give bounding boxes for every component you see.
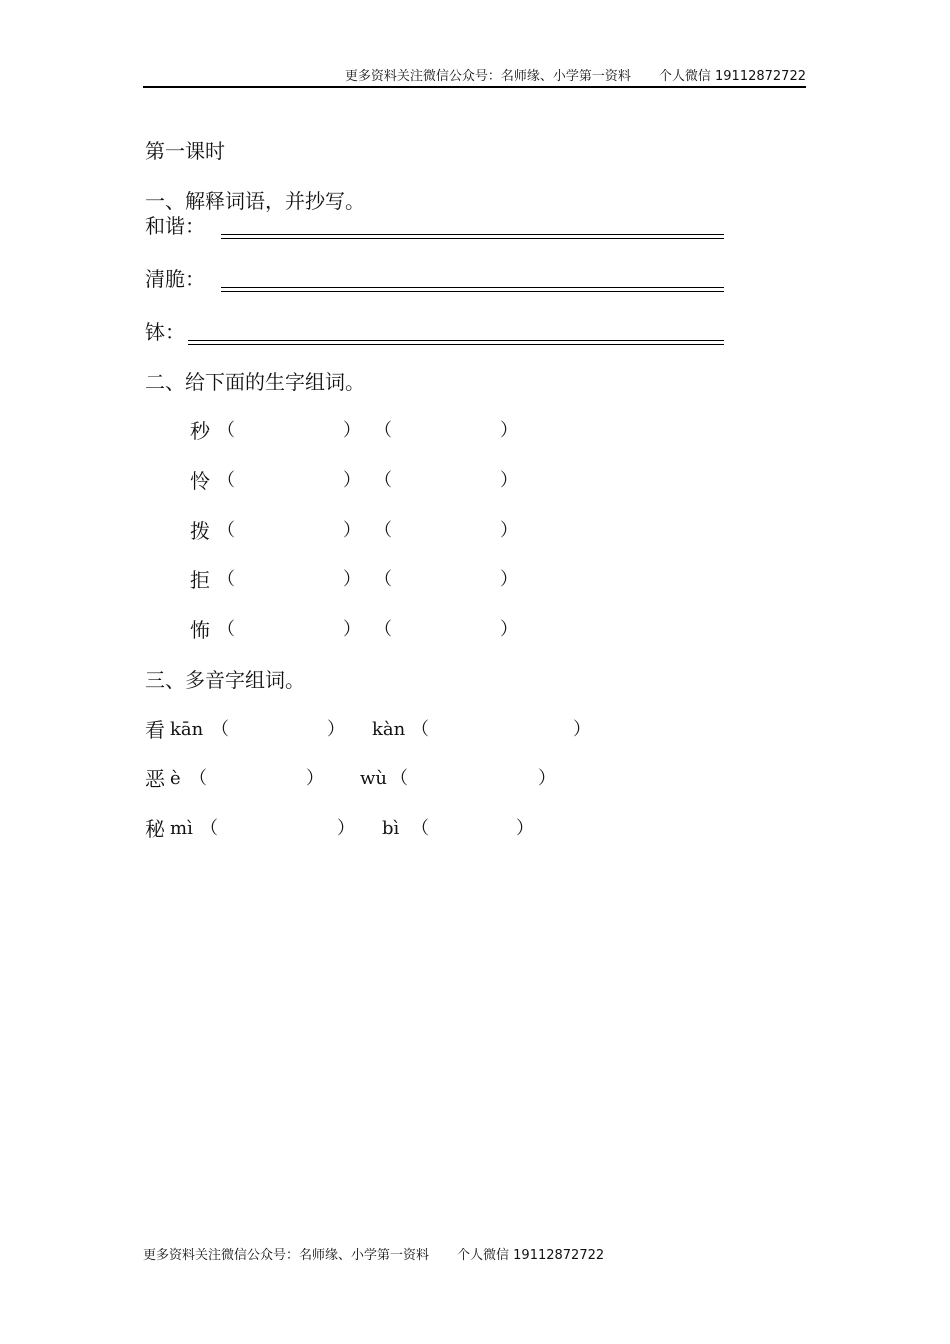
close-paren: ）	[343, 420, 361, 441]
pinyin-1: mì	[170, 818, 193, 839]
pinyin-2: bì	[382, 818, 400, 839]
open-paren: （	[217, 569, 235, 590]
page-header	[143, 68, 806, 88]
open-paren: （	[374, 520, 392, 541]
word-char: 怖	[190, 618, 210, 642]
term-label-qingcui: 清脆：	[145, 267, 205, 291]
close-paren: ）	[343, 470, 361, 491]
close-paren: ）	[500, 420, 518, 441]
open-paren: （	[211, 719, 229, 740]
close-paren: ）	[573, 719, 591, 740]
term-label-bo: 钵：	[145, 320, 185, 344]
close-paren: ）	[337, 818, 355, 839]
open-paren: （	[217, 470, 235, 491]
close-paren: ）	[327, 719, 345, 740]
footer-left-text: 更多资料关注微信公众号：名师缘、小学第一资料	[143, 1248, 430, 1263]
section3-title: 三、多音字组词。	[145, 668, 305, 692]
answer-line-hexie[interactable]	[221, 234, 724, 239]
page-footer	[143, 1247, 604, 1265]
word-char: 拨	[190, 519, 210, 543]
word-char: 怜	[190, 469, 210, 493]
footer-right-text: 个人微信 19112872722	[457, 1248, 605, 1263]
close-paren: ）	[306, 768, 324, 789]
close-paren: ）	[500, 619, 518, 640]
open-paren: （	[200, 818, 218, 839]
header-left-text: 更多资料关注微信公众号：名师缘、小学第一资料	[344, 69, 631, 84]
close-paren: ）	[516, 818, 534, 839]
close-paren: ）	[500, 520, 518, 541]
polyphone-char: 看	[145, 718, 165, 742]
open-paren: （	[217, 520, 235, 541]
word-char: 秒	[190, 419, 210, 443]
polyphone-char: 秘	[145, 817, 165, 841]
close-paren: ）	[343, 619, 361, 640]
word-char: 拒	[190, 568, 210, 592]
open-paren: （	[411, 818, 429, 839]
open-paren: （	[189, 768, 207, 789]
close-paren: ）	[500, 470, 518, 491]
pinyin-1: è	[170, 768, 181, 789]
pinyin-2: kàn	[372, 719, 406, 740]
open-paren: （	[374, 619, 392, 640]
close-paren: ）	[343, 569, 361, 590]
pinyin-1: kān	[170, 719, 204, 740]
open-paren: （	[217, 619, 235, 640]
close-paren: ）	[343, 520, 361, 541]
answer-line-qingcui[interactable]	[221, 287, 724, 292]
open-paren: （	[374, 569, 392, 590]
polyphone-char: 恶	[145, 767, 165, 791]
open-paren: （	[217, 420, 235, 441]
close-paren: ）	[500, 569, 518, 590]
answer-line-bo[interactable]	[188, 340, 724, 345]
close-paren: ）	[538, 768, 556, 789]
open-paren: （	[374, 470, 392, 491]
term-label-hexie: 和谐：	[145, 214, 205, 238]
open-paren: （	[390, 768, 408, 789]
section2-title: 二、给下面的生字组词。	[145, 370, 365, 394]
pinyin-2: wù	[360, 768, 387, 789]
header-right-text: 个人微信 19112872722	[658, 69, 806, 84]
open-paren: （	[374, 420, 392, 441]
lesson-title: 第一课时	[145, 139, 225, 163]
open-paren: （	[411, 719, 429, 740]
section1-title: 一、解释词语，并抄写。	[145, 189, 365, 213]
